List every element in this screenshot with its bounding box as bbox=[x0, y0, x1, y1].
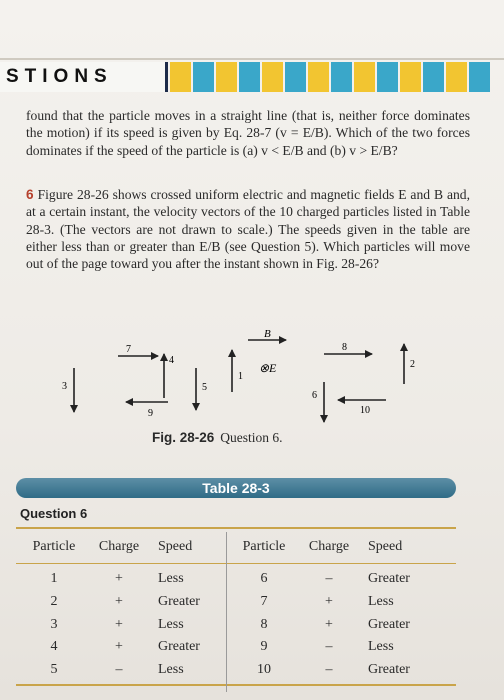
figure-28-26 bbox=[56, 330, 456, 430]
top-rule bbox=[0, 58, 504, 60]
header-color-square bbox=[377, 62, 398, 92]
table-cell: + bbox=[325, 593, 333, 609]
table-cell: Greater bbox=[158, 639, 200, 655]
arrow-label-5: 5 bbox=[202, 382, 207, 393]
table-cell: Less bbox=[158, 616, 184, 632]
header-color-square bbox=[446, 62, 467, 92]
table-row bbox=[16, 659, 456, 682]
arrow-label-2: 2 bbox=[410, 359, 415, 370]
figure-caption bbox=[152, 430, 283, 446]
figure-caption-text: Question 6. bbox=[220, 430, 283, 445]
arrow-label-1: 1 bbox=[238, 371, 243, 382]
table-cell: + bbox=[115, 616, 123, 632]
section-header-label: STIONS bbox=[0, 62, 168, 92]
table-cell: + bbox=[325, 616, 333, 632]
header-speed: Speed bbox=[158, 539, 193, 554]
particle-table bbox=[16, 532, 456, 678]
table-cell: 4 bbox=[50, 639, 58, 655]
table-cell: – bbox=[325, 571, 333, 586]
question-6 bbox=[26, 186, 470, 272]
table-cell: 1 bbox=[50, 571, 58, 586]
table-cell: + bbox=[115, 639, 123, 655]
table-header-row bbox=[16, 532, 456, 562]
table-cell: Less bbox=[368, 639, 394, 655]
table-row bbox=[16, 614, 456, 637]
header-color-square bbox=[262, 62, 283, 92]
header-color-square bbox=[170, 62, 191, 92]
table-bottom-rule bbox=[16, 684, 456, 686]
header-particle: Particle bbox=[32, 539, 76, 554]
header-color-square bbox=[423, 62, 444, 92]
header-particle-2: Particle bbox=[242, 539, 286, 554]
header-color-square bbox=[400, 62, 421, 92]
figure-caption-label: Fig. 28-26 bbox=[152, 430, 215, 445]
table-cell: 8 bbox=[260, 616, 268, 632]
header-color-square bbox=[331, 62, 352, 92]
arrow-label-7: 7 bbox=[126, 344, 131, 355]
table-cell: Greater bbox=[158, 593, 200, 609]
arrow-label-4: 4 bbox=[169, 355, 174, 366]
table-cell: 2 bbox=[50, 593, 58, 609]
table-cell: 5 bbox=[50, 662, 58, 678]
table-row bbox=[16, 636, 456, 659]
table-body bbox=[16, 568, 456, 682]
b-field-label: B bbox=[264, 330, 271, 340]
header-color-square bbox=[239, 62, 260, 92]
table-cell: 3 bbox=[50, 616, 58, 632]
header-speed-2: Speed bbox=[368, 539, 403, 554]
arrow-label-10: 10 bbox=[360, 405, 370, 416]
table-header-rule bbox=[16, 563, 456, 564]
table-cell: + bbox=[115, 571, 123, 586]
table-cell: – bbox=[325, 662, 333, 678]
table-top-rule bbox=[16, 527, 456, 529]
header-color-square bbox=[354, 62, 375, 92]
table-cell: 10 bbox=[257, 662, 271, 678]
header-color-square bbox=[308, 62, 329, 92]
arrow-label-3: 3 bbox=[62, 381, 67, 392]
arrow-label-6: 6 bbox=[312, 390, 317, 401]
table-cell: 7 bbox=[260, 593, 268, 609]
table-cell: 6 bbox=[260, 571, 268, 586]
table-subtitle: Question 6 bbox=[20, 506, 88, 521]
header-charge-2: Charge bbox=[308, 539, 350, 554]
table-cell: Greater bbox=[368, 571, 410, 586]
question-6-text: Figure 28-26 shows crossed uniform electric and magnetic fields E and B and, at a certain instant, the velocity vectors of the 10 charged particles listed in Table 28-3. (The vectors are not drawn to scale.) The speeds given in the table are either less than or greater than E/B (see Question 5). Which particles will move out of the page toward you after the instant shown in Fig. 28-26? bbox=[26, 187, 470, 272]
e-field-label: ⊗E bbox=[259, 361, 277, 375]
question-5-continuation: found that the particle moves in a straight line (that is, neither force dominates the motion) if its speed is given by Eq. 28-7 (v = E/B). Which of the two forces dominates if the speed of the particle is (a) v < E/B and (b) v > E/B? bbox=[26, 108, 470, 158]
arrow-label-8: 8 bbox=[342, 342, 347, 353]
table-row bbox=[16, 591, 456, 614]
table-cell: Less bbox=[368, 593, 394, 609]
table-title-bar bbox=[16, 478, 456, 498]
arrow-label-9: 9 bbox=[148, 408, 153, 419]
table-cell: Less bbox=[158, 662, 184, 678]
header-color-square bbox=[216, 62, 237, 92]
header-color-squares bbox=[170, 62, 492, 92]
header-charge: Charge bbox=[98, 539, 140, 554]
table-title: Table 28-3 bbox=[202, 480, 270, 496]
table-cell: Greater bbox=[368, 662, 410, 678]
table-cell: Greater bbox=[368, 616, 410, 632]
question-6-number: 6 bbox=[26, 187, 34, 202]
table-cell: – bbox=[115, 662, 123, 678]
table-cell: 9 bbox=[260, 639, 268, 655]
table-cell: Less bbox=[158, 571, 184, 586]
header-color-square bbox=[285, 62, 306, 92]
table-cell: + bbox=[115, 593, 123, 609]
table-row bbox=[16, 568, 456, 591]
table-cell: – bbox=[325, 639, 333, 655]
header-color-square bbox=[193, 62, 214, 92]
header-color-square bbox=[469, 62, 490, 92]
